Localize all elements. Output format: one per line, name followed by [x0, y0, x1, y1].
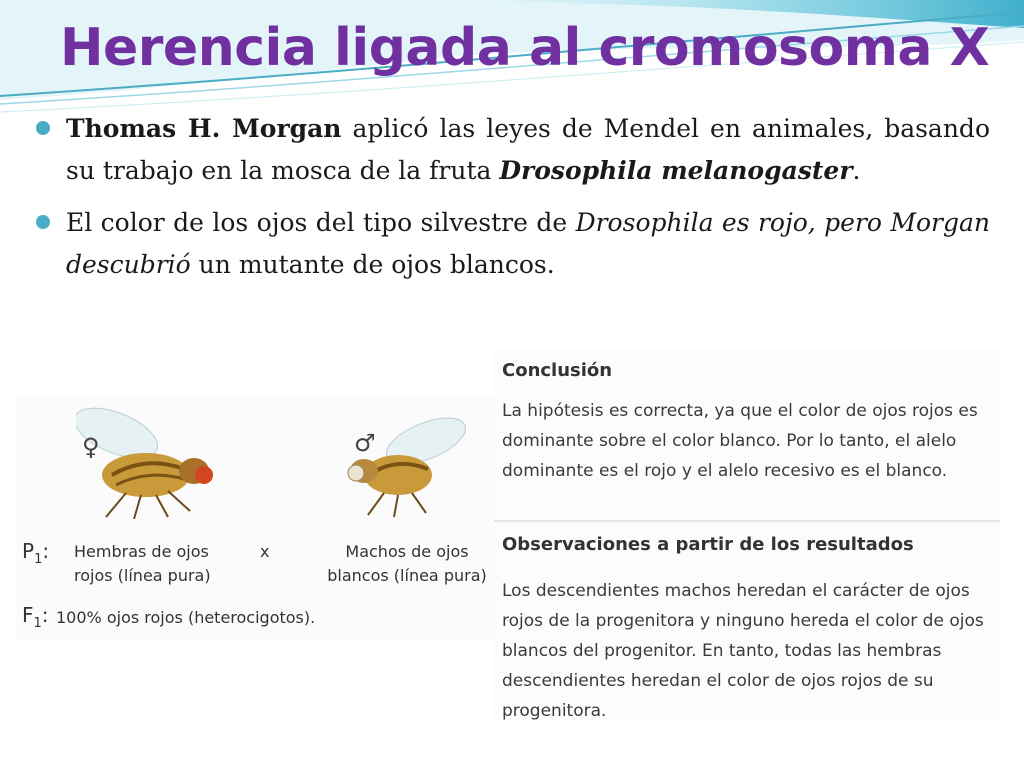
bullet-1-text: aplicó las leyes de Mendel en animales, basando su trabajo en la mosca de la fruta [66, 114, 990, 185]
results-panel [494, 350, 1000, 720]
bullet-dot-icon [36, 215, 50, 229]
f1-label: $F_1$: [22, 603, 49, 631]
bullet-eye-color [32, 202, 990, 286]
bullet-2-italic: Drosophila es rojo, pero Morgan descubrió [66, 208, 990, 279]
f1-result: 100% ojos rojos (heterocigotos). [56, 608, 316, 627]
cross-figure [16, 397, 494, 640]
observations-body: Los descendientes machos heredan el carácter de ojos rojos de la progenitora y ninguno hereda el color de ojos blancos del progenitor. En tanto, todas las hembras descendientes heredan el color de ojos rojos de su progenitora. [502, 581, 984, 721]
bullet-2-text: El color de los ojos del tipo silvestre de [66, 208, 576, 237]
species-name: Drosophila melanogaster [499, 156, 853, 185]
bullet-dot-icon [36, 121, 50, 135]
bullet-1-end: . [852, 156, 861, 185]
observations-title: Observaciones a partir de los resultados [502, 534, 914, 555]
f1-letter: F [22, 603, 34, 627]
female-symbol-icon: ♀ [82, 433, 100, 461]
morgan-name: Thomas H. Morgan [66, 114, 342, 143]
p1-subscript: 1 [34, 552, 43, 567]
p1-female-label: Hembras de ojos rojos (línea pura) [74, 542, 211, 585]
cross-symbol: x [260, 542, 270, 561]
p1-letter: P [22, 539, 35, 563]
slide-title: Herencia ligada al cromosoma X [60, 18, 990, 78]
conclusion-title: Conclusión [502, 360, 613, 381]
conclusion-body: La hipótesis es correcta, ya que el color de ojos rojos es dominante sobre el color blanco. Por lo tanto, el alelo dominante es el rojo y el alelo recesivo es el blanco. [502, 401, 978, 481]
male-fly-illustration [334, 411, 474, 521]
bullet-2-end: un mutante de ojos blancos. [190, 250, 555, 279]
bullet-morgan [32, 108, 990, 192]
p1-label: $P_1$: [22, 539, 50, 567]
p1-male-label: Machos de ojos blancos (línea pura) [327, 542, 487, 585]
f1-subscript: 1 [33, 616, 42, 631]
section-divider [494, 520, 1000, 522]
bullet-list [32, 108, 990, 296]
female-fly-illustration [76, 403, 226, 523]
male-symbol-icon: ♂ [354, 429, 376, 457]
